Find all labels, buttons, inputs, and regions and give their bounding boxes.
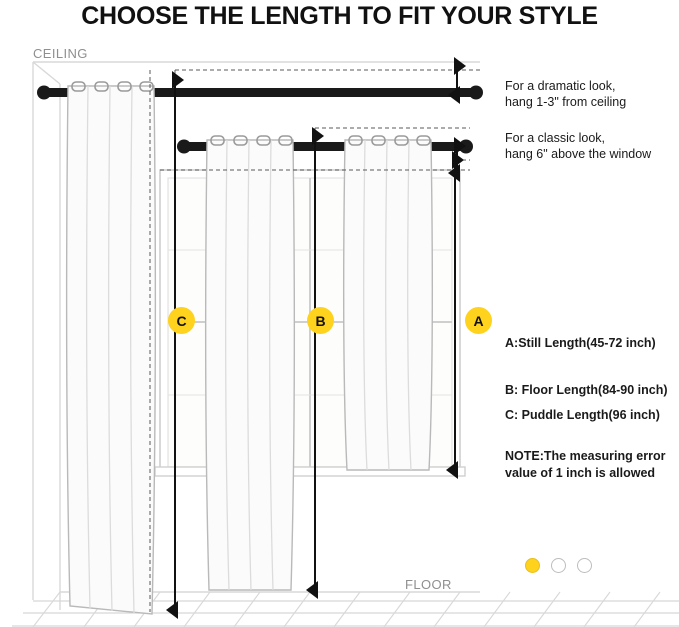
badge-b: B (307, 307, 334, 334)
ceiling-corner-left (33, 62, 60, 84)
annotation-dramatic-line1: For a dramatic look, (505, 79, 616, 93)
badge-c: C (168, 307, 195, 334)
curtain-puddle-c (67, 82, 156, 614)
annotation-dramatic-line2: hang 1-3" from ceiling (505, 95, 627, 109)
legend-item-b: B: Floor Length(84-90 inch) (505, 383, 668, 397)
carousel-dot-2[interactable] (551, 558, 566, 573)
measuring-note: NOTE:The measuring error value of 1 inch is allowed (505, 449, 666, 480)
legend-item-a: A:Still Length(45-72 inch) (505, 336, 656, 350)
floor-label: FLOOR (405, 577, 452, 592)
curtain-sill-a (344, 136, 433, 470)
badge-a: A (465, 307, 492, 334)
carousel-dot-1[interactable] (525, 558, 540, 573)
page-title: CHOOSE THE LENGTH TO FIT YOUR STYLE (81, 2, 598, 30)
annotation-classic (505, 130, 651, 162)
annotation-classic-line1: For a classic look, (505, 131, 606, 145)
annotation-classic-line2: hang 6" above the window (505, 147, 652, 161)
ceiling-label: CEILING (33, 46, 88, 61)
carousel-dots[interactable] (525, 558, 592, 573)
annotation-dramatic (505, 78, 626, 110)
legend-item-c: C: Puddle Length(96 inch) (505, 408, 660, 422)
curtain-floor-b (206, 136, 295, 590)
carousel-dot-3[interactable] (577, 558, 592, 573)
